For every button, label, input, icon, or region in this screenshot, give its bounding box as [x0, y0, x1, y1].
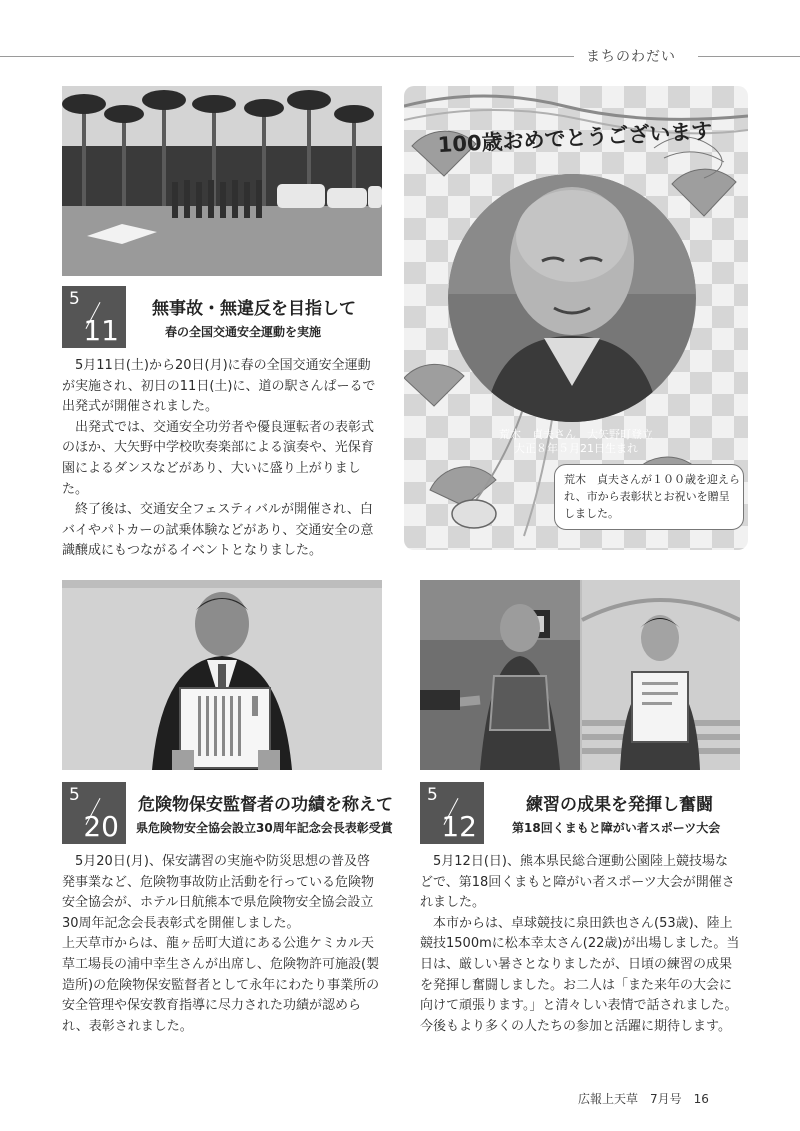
- article-body: [420, 852, 740, 1037]
- date-day: 20: [83, 810, 119, 843]
- caption-birth-line: 大正８年５月21日生まれ: [514, 442, 638, 455]
- banner-title: 100歳おめでとうございます: [437, 118, 713, 158]
- callout-text: 荒木 貞夫さんが１００歳を迎えられ、市から表彰状とお祝いを贈呈しました。: [564, 473, 740, 520]
- date-badge-5-20: [62, 782, 126, 844]
- body-paragraph: 5月20日(月)、保安講習の実施や防災思想の普及啓発事業など、危険物事故防止活動を行っている危険物安全協会が、ホテル日航熊本で県危険物安全協会設立30周年記念会長表彰式を開催しました。: [62, 854, 375, 931]
- article-body: [62, 852, 382, 1037]
- body-paragraph: 終了後は、交通安全フェスティバルが開催され、白バイやパトカーの試乗体験などがあり、交通安全の意識醸成にもつながるイベントとなりました。: [62, 502, 374, 559]
- date-month: 5: [69, 785, 80, 805]
- date-day: 12: [441, 810, 477, 843]
- date-month: 5: [69, 289, 80, 309]
- body-paragraph: 5月12日(日)、熊本県民総合運動公園陸上競技場などで、第18回くまもと障がい者スポーツ大会が開催されました。: [420, 854, 735, 911]
- body-paragraph: 上天草市からは、龍ヶ岳町大道にある公進ケミカル天草工場長の浦中幸生さんが出席し、危険物許可施設(製造所)の危険物保安監督者として永年にわたり事業所の安全管理や保安教育指導に尽力された功績が認められ、表彰されました。: [62, 936, 380, 1034]
- body-paragraph: 出発式では、交通安全功労者や優良運転者の表彰式のほか、大矢野中学校吹奏楽部による演奏や、光保育園によるダンスなどがあり、大いに盛り上がりました。: [62, 419, 375, 497]
- article-subtitle: 県危険物安全協会設立30周年記念会長表彰受賞: [136, 821, 393, 835]
- body-paragraph: 本市からは、卓球競技に泉田鉄也さん(53歳)、陸上競技1500mに松本幸太さん(22歳)が出場しました。当日は、厳しい暑さとなりましたが、日頃の練習の成果を発揮し奮闘しました。お二人は「また来年の大会に向けて頑張ります。」と清々しい表情で話されました。今後もより多くの人たちの参加と活躍に期待します。: [420, 915, 740, 1034]
- caption-name-line: 荒木 貞夫さん 大矢野町登立: [499, 428, 653, 441]
- date-month: 5: [427, 785, 438, 805]
- section-header-title: まちのわだい: [586, 49, 676, 65]
- banner-caption: [448, 428, 704, 456]
- sports-event-photo: [420, 580, 740, 770]
- traffic-safety-ceremony-photo: [62, 86, 382, 276]
- article-subtitle: 春の全国交通安全運動を実施: [165, 325, 322, 339]
- date-badge-5-12: [420, 782, 484, 844]
- date-badge-5-11: [62, 286, 126, 348]
- award-recipient-photo: [62, 580, 382, 770]
- article-subtitle: 第18回くまもと障がい者スポーツ大会: [512, 821, 721, 835]
- article-title: 練習の成果を発揮し奮闘: [526, 795, 713, 815]
- page-footer: 広報上天草 7月号 16: [578, 1092, 709, 1106]
- body-paragraph: 5月11日(土)から20日(月)に春の全国交通安全運動が実施され、初日の11日(土)に、道の駅さんぱーるで出発式が開催されました。: [62, 358, 376, 415]
- article-title: 危険物保安監督者の功績を称えて: [138, 795, 393, 815]
- article-title: 無事故・無違反を目指して: [152, 299, 356, 319]
- date-day: 11: [83, 314, 119, 347]
- article-body: [62, 356, 382, 562]
